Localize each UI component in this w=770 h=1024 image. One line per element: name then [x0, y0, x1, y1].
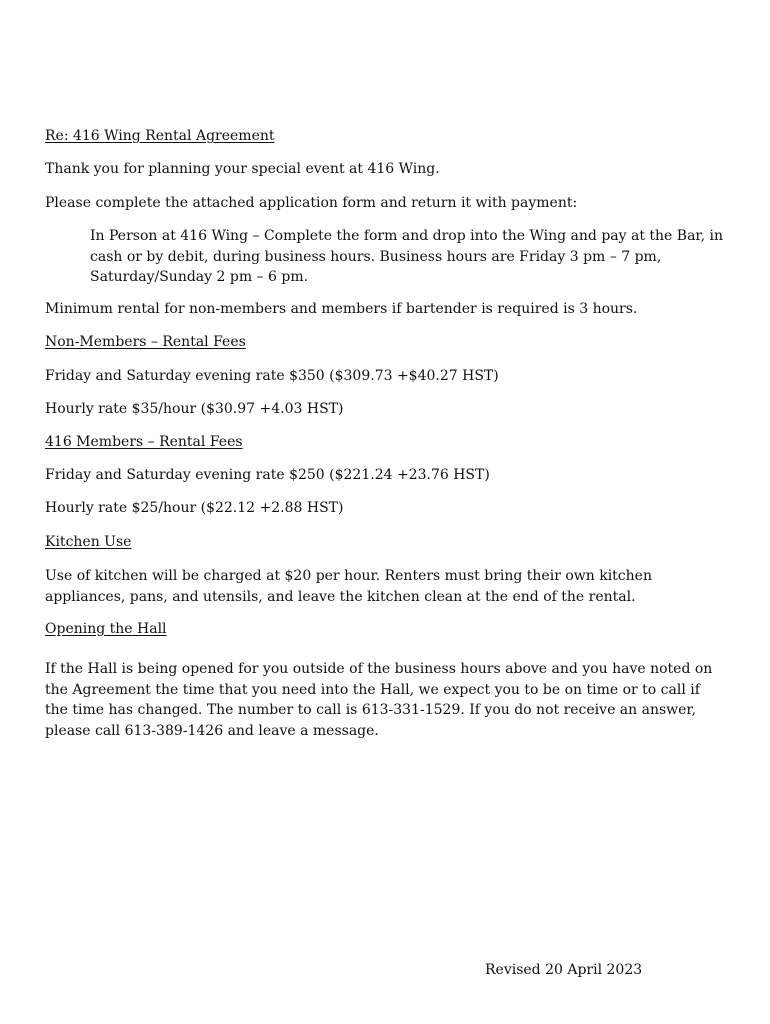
opening-hall-heading: Opening the Hall [45, 621, 167, 637]
kitchen-use-paragraph: Use of kitchen will be charged at $20 per hour. Renters must bring their own kitchen appliances, pans, and utensils, and leave the kitchen clean at the end of the rental. [45, 568, 652, 605]
non-members-hourly-rate: Hourly rate $35/hour ($30.97 +4.03 HST) [45, 401, 344, 417]
revised-date: Revised 20 April 2023 [485, 962, 643, 978]
members-heading: 416 Members – Rental Fees [45, 434, 243, 450]
instructions-text: Please complete the attached application form and return it with payment: [45, 195, 578, 211]
members-hourly-rate: Hourly rate $25/hour ($22.12 +2.88 HST) [45, 500, 344, 516]
opening-hall-paragraph: If the Hall is being opened for you outside of the business hours above and you have noted on the Agreement the time that you need into the Hall, we expect you to be on time or to call if the time has changed. The number to call is 613-331-1529. If you do not receive an answer, please call 613-389-1426 and leave a message. [45, 661, 713, 739]
minimum-rental-text: Minimum rental for non-members and members if bartender is required is 3 hours. [45, 301, 638, 317]
kitchen-use-heading: Kitchen Use [45, 534, 132, 550]
thank-you-text: Thank you for planning your special event at 416 Wing. [45, 161, 440, 177]
non-members-heading: Non-Members – Rental Fees [45, 334, 246, 350]
in-person-paragraph: In Person at 416 Wing – Complete the form and drop into the Wing and pay at the Bar, in cash or by debit, during business hours. Business hours are Friday 3 pm – 7 pm, Saturday/Sunday 2 pm – 6 pm. [90, 228, 723, 285]
subject-line: Re: 416 Wing Rental Agreement [45, 128, 275, 144]
non-members-evening-rate: Friday and Saturday evening rate $350 ($309.73 +$40.27 HST) [45, 368, 499, 384]
members-evening-rate: Friday and Saturday evening rate $250 ($221.24 +23.76 HST) [45, 467, 490, 483]
